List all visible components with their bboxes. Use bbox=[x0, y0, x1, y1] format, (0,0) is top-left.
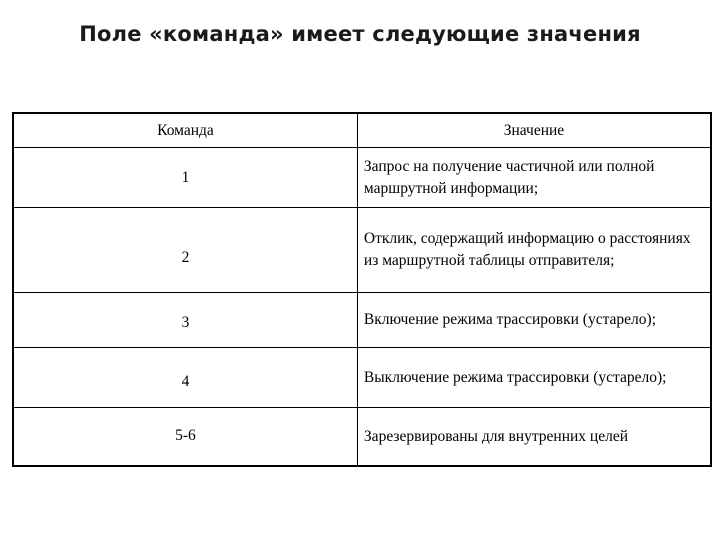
meaning-cell: Выключение режима трассировки (устарело); bbox=[357, 348, 711, 408]
command-value: 4 bbox=[181, 372, 190, 390]
meaning-cell: Запрос на получение частичной или полной маршрутной информации; bbox=[357, 148, 711, 208]
command-cell bbox=[13, 408, 357, 467]
command-cell bbox=[13, 148, 357, 208]
table-row bbox=[13, 293, 711, 348]
meaning-cell: Зарезервированы для внутренних целей bbox=[357, 408, 711, 467]
slide-title: Поле «команда» имеет следующие значения bbox=[79, 22, 641, 46]
table-row bbox=[13, 348, 711, 408]
command-cell bbox=[13, 348, 357, 408]
table-header-row bbox=[13, 113, 711, 148]
command-cell bbox=[13, 208, 357, 293]
command-cell bbox=[13, 293, 357, 348]
command-value: 5-6 bbox=[175, 426, 196, 444]
table-row bbox=[13, 408, 711, 467]
meaning-cell: Включение режима трассировки (устарело); bbox=[357, 293, 711, 348]
command-value: 1 bbox=[181, 168, 190, 186]
meaning-cell: Отклик, содержащий информацию о расстояниях из маршрутной таблицы отправителя; bbox=[357, 208, 711, 293]
table-row bbox=[13, 148, 711, 208]
header-command: Команда bbox=[13, 113, 357, 148]
command-value: 2 bbox=[181, 249, 190, 266]
command-value: 3 bbox=[181, 314, 190, 331]
header-meaning: Значение bbox=[357, 113, 711, 148]
command-table bbox=[12, 112, 712, 467]
table-row bbox=[13, 208, 711, 293]
